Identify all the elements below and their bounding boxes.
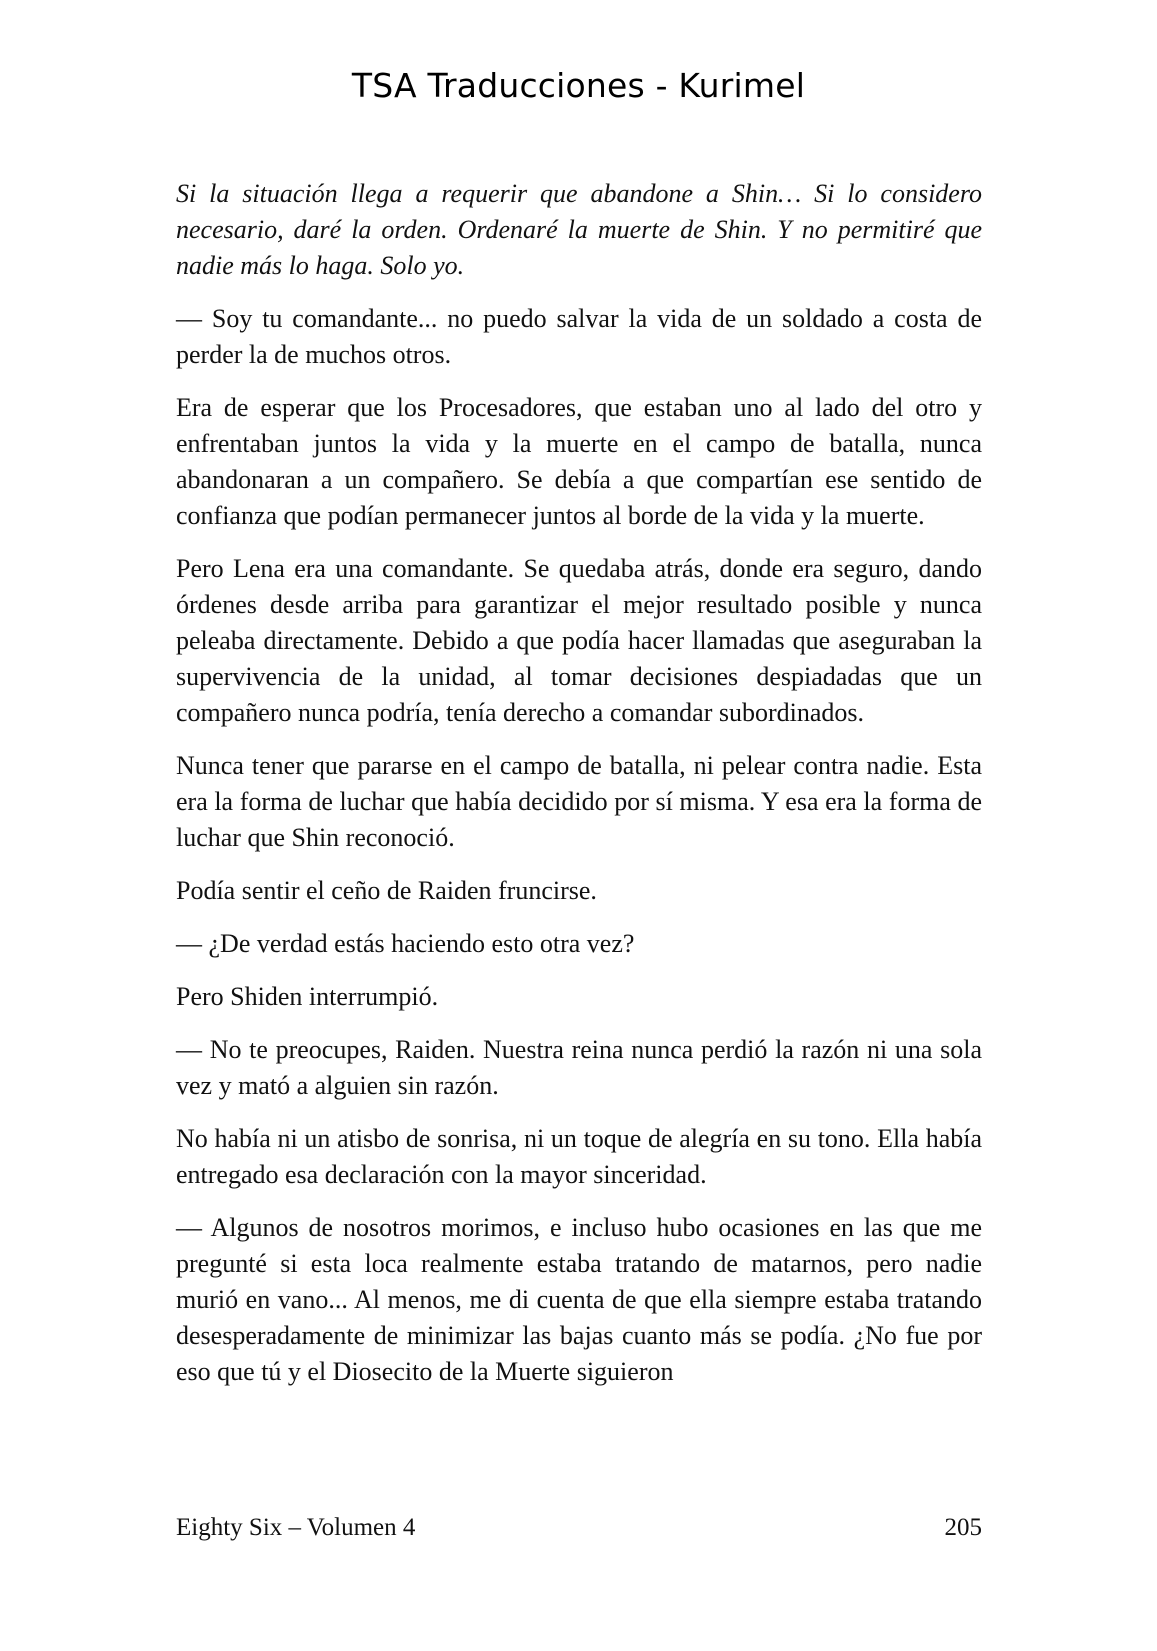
footer-book-title: Eighty Six – Volumen 4 bbox=[176, 1514, 416, 1541]
footer-page-number: 205 bbox=[944, 1514, 982, 1541]
paragraph: Era de esperar que los Procesadores, que estaban uno al lado del otro y enfrentaban juntos la vida y la muerte en el campo de batalla, nunca abandonaran a un compañero. Se debía a que compartían ese sentido de confianza que podían permanecer juntos al borde de la vida y la muerte. bbox=[176, 393, 982, 530]
paragraph: Nunca tener que pararse en el campo de batalla, ni pelear contra nadie. Esta era la forma de luchar que había decidido por sí misma. Y esa era la forma de luchar que Shin reconoció. bbox=[176, 751, 982, 852]
paragraph: — Algunos de nosotros morimos, e incluso hubo ocasiones en las que me pregunté si esta loca realmente estaba tratando de matarnos, pero nadie murió en vano... Al menos, me di cuenta de que ella siempre estaba tratando desesperadamente de minimizar las bajas cuanto más se podía. ¿No fue por eso que tú y el Diosecito de la Muerte siguieron bbox=[176, 1213, 982, 1386]
paragraph: Pero Lena era una comandante. Se quedaba atrás, donde era seguro, dando órdenes desde arriba para garantizar el mejor resultado posible y nunca peleaba directamente. Debido a que podía hacer llamadas que aseguraban la supervivencia de la unidad, al tomar decisiones despiadadas que un compañero nunca podría, tenía derecho a comandar subordinados. bbox=[176, 554, 982, 727]
paragraph: No había ni un atisbo de sonrisa, ni un toque de alegría en su tono. Ella había entregado esa declaración con la mayor sinceridad. bbox=[176, 1124, 982, 1189]
paragraph: — Soy tu comandante... no puedo salvar la vida de un soldado a costa de perder la de muchos otros. bbox=[176, 304, 982, 369]
paragraph: — ¿De verdad estás haciendo esto otra vez? bbox=[176, 929, 635, 958]
body-text bbox=[176, 176, 982, 1407]
page-header: TSA Traducciones - Kurimel bbox=[351, 66, 806, 105]
paragraph: Pero Shiden interrumpió. bbox=[176, 982, 439, 1011]
page-footer bbox=[176, 1514, 982, 1542]
paragraph: Si la situación llega a requerir que abandone a Shin… Si lo considero necesario, daré la orden. Ordenaré la muerte de Shin. Y no permitiré que nadie más lo haga. Solo yo. bbox=[176, 179, 982, 280]
paragraph: — No te preocupes, Raiden. Nuestra reina nunca perdió la razón ni una sola vez y mató a alguien sin razón. bbox=[176, 1035, 982, 1100]
paragraph: Podía sentir el ceño de Raiden fruncirse. bbox=[176, 876, 597, 905]
